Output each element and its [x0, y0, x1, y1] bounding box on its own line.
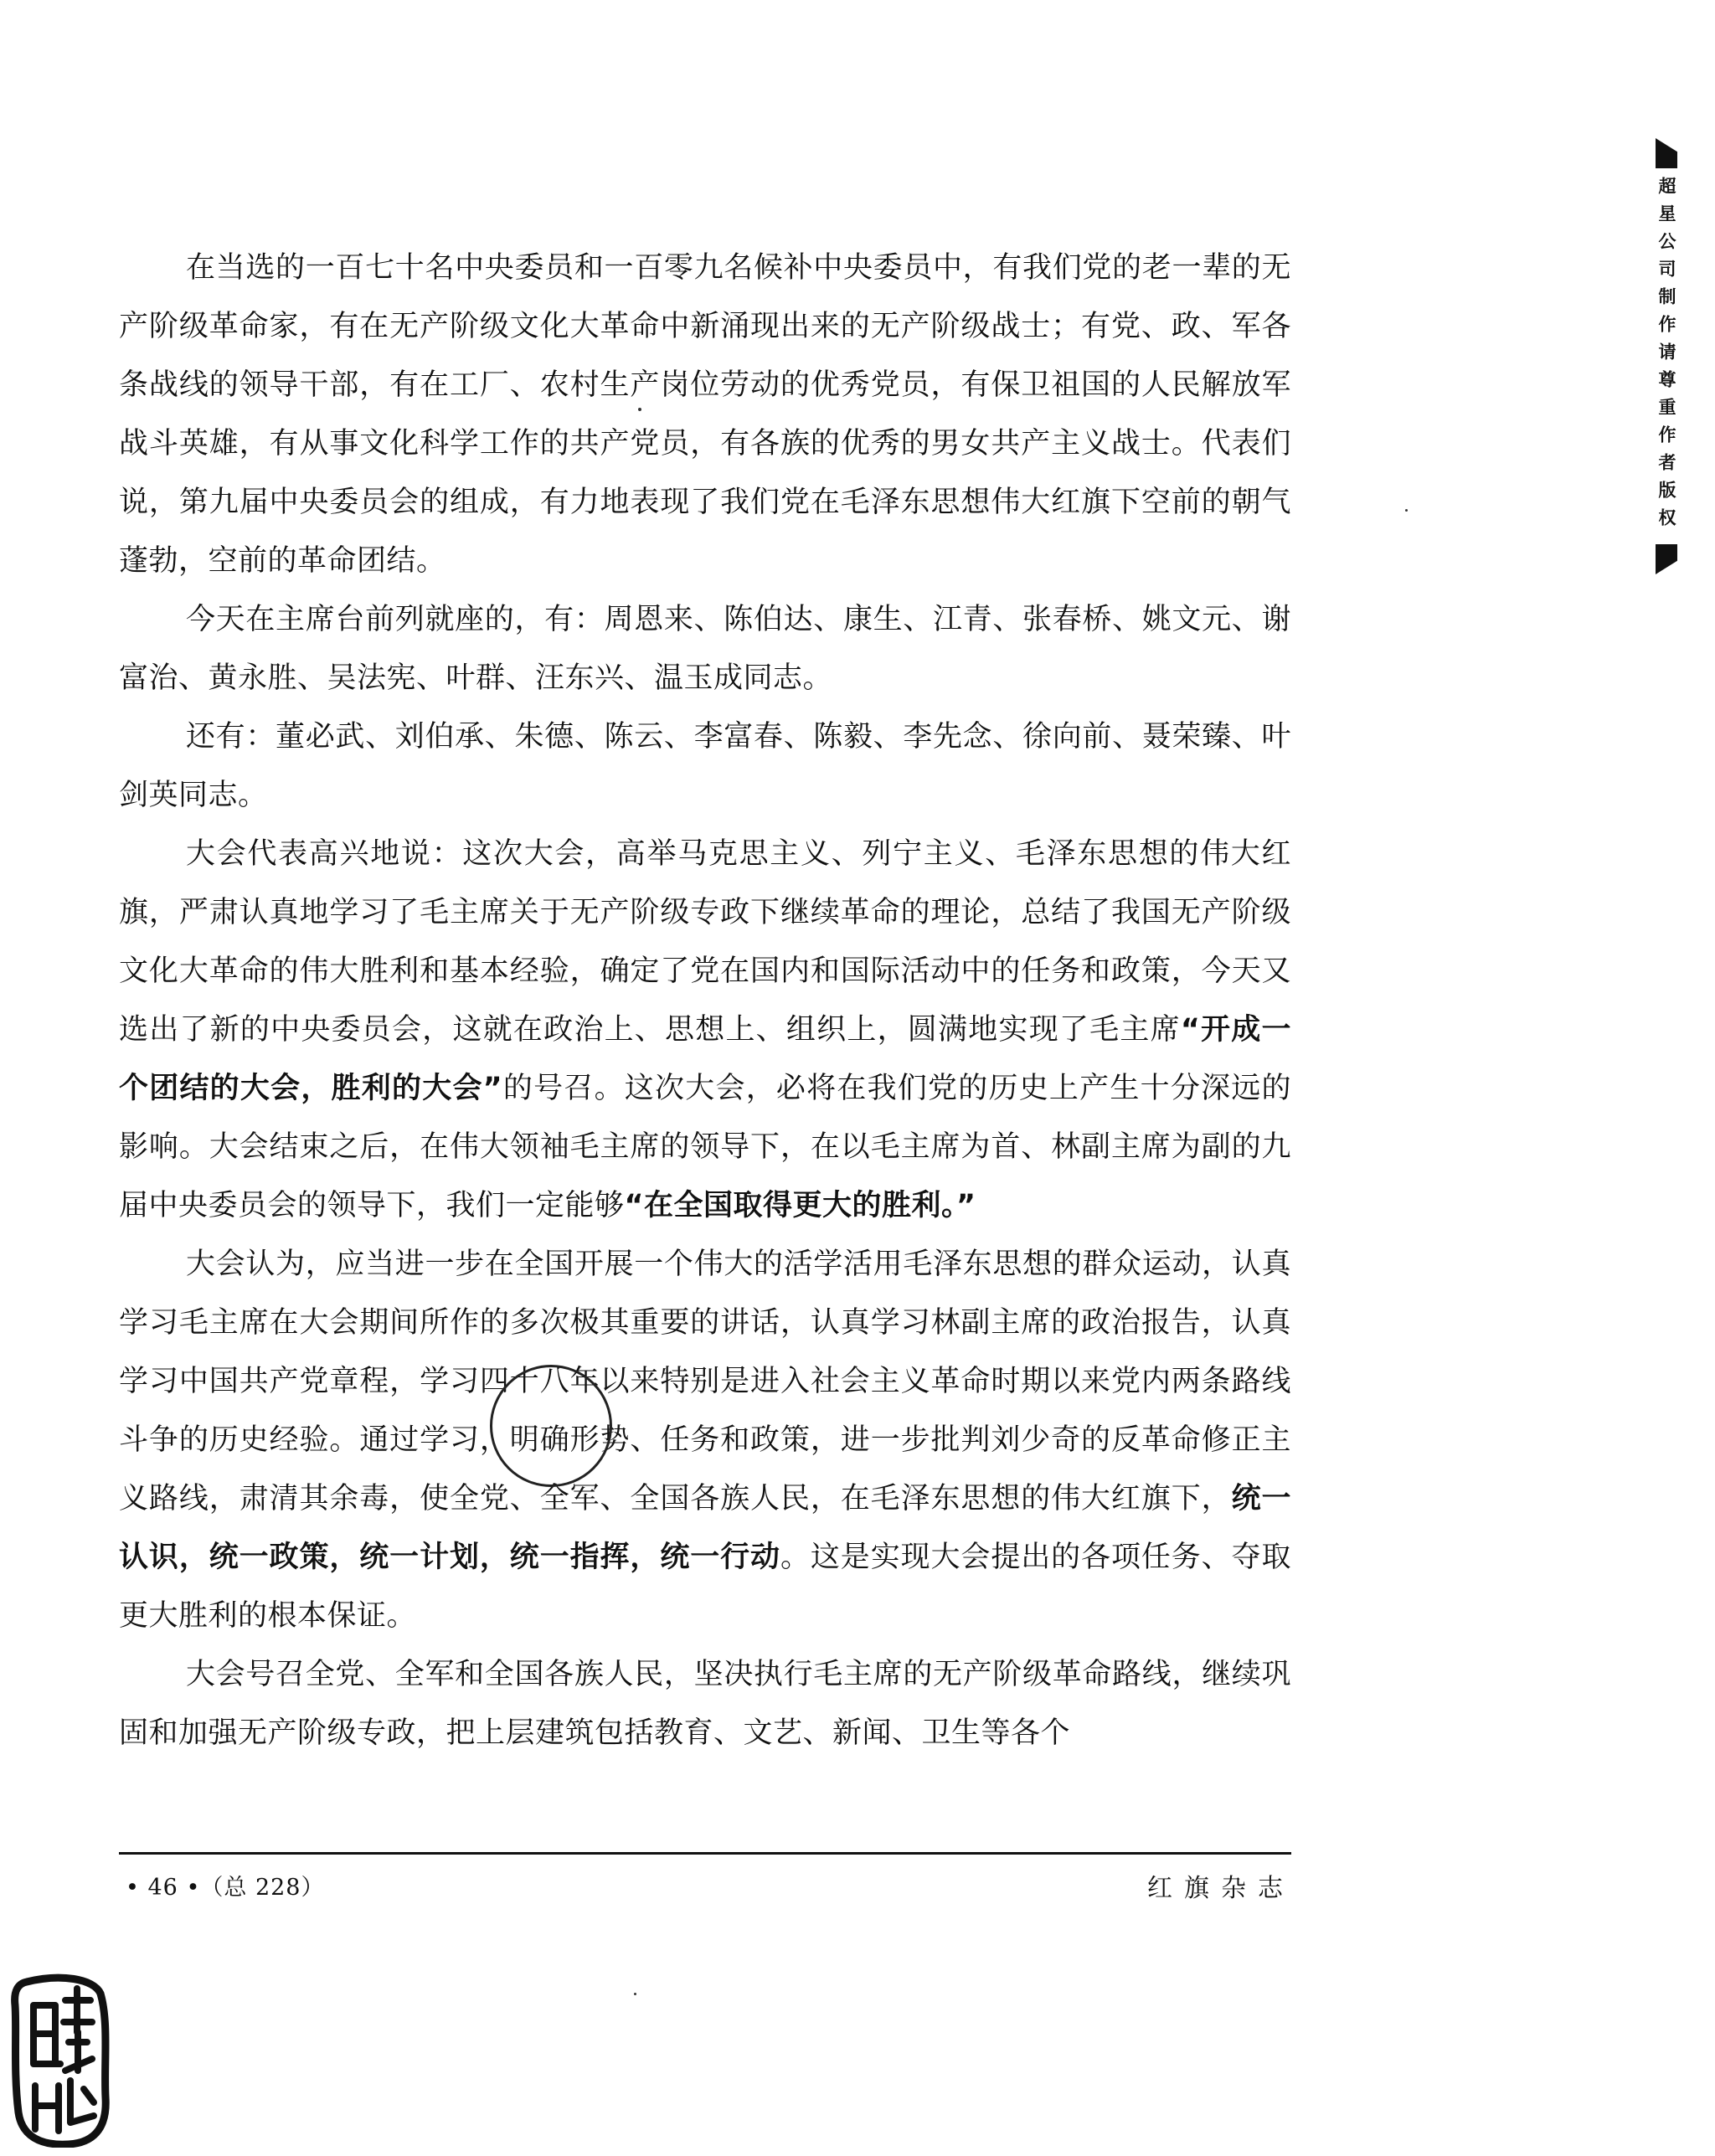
speck-mark	[1405, 509, 1408, 512]
speck-mark	[638, 408, 641, 411]
seal-stamp	[10, 1972, 111, 2148]
paragraph-text: 在当选的一百七十名中央委员和一百零九名候补中央委员中，有我们党的老一辈的无产阶级革命家，有在无产阶级文化大革命中新涌现出来的无产阶级战士；有党、政、军各条战线的领导干部，有在工厂、农村生产岗位劳动的优秀党员，有保卫祖国的人民解放军战斗英雄，有从事文化科学工作的共产党员，有各族的优秀的男女共产主义战士。代表们说，第九届中央委员会的组成，有力地表现了我们党在毛泽东思想伟大红旗下空前的朝气蓬勃，空前的革命团结。	[119, 251, 1291, 578]
paragraph-text: 的号召。这次大会，必将在我们党的历史上产生十分深远的影响。大会结束之后，在伟大领袖毛主席的领导下，在以毛主席为首、林副主席为副的九届中央委员会的领导下，我们一定能够	[119, 1072, 1291, 1222]
paragraph	[119, 239, 1291, 590]
hand-drawn-circle-mark	[490, 1365, 612, 1487]
watermark-top-bar	[1656, 138, 1677, 168]
paragraph	[119, 590, 1291, 708]
speck-mark	[634, 1993, 636, 1995]
paragraph-text: 。这是实现大会提出的各项任务、夺取更大胜利的根本保证。	[119, 1541, 1291, 1633]
paragraph	[119, 1645, 1291, 1762]
paragraph	[119, 708, 1291, 825]
magazine-name: 红旗杂志	[1147, 1874, 1295, 1903]
side-watermark	[1654, 138, 1679, 574]
paragraph-text: 大会认为，应当进一步在全国开展一个伟大的活学活用毛泽东思想的群众运动，认真学习毛主席在大会期间所作的多次极其重要的讲话，认真学习林副主席的政治报告，认真学习中国共产党章程，学习四十八年以来特别是进入社会主义革命时期以来党内两条路线斗争的历史经验。通过学习，明确形势、任务和政策，进一步批判刘少奇的反革命修正主义路线，肃清其余毒，使全党、全军、全国各族人民，在毛泽东思想的伟大红旗下，	[119, 1248, 1291, 1515]
paragraph-text: 今天在主席台前列就座的，有：周恩来、陈伯达、康生、江青、张春桥、姚文元、谢富治、黄永胜、吴法宪、叶群、汪东兴、温玉成同志。	[119, 603, 1291, 695]
watermark-bottom-bar	[1656, 544, 1677, 574]
paragraph-text: 还有：董必武、刘伯承、朱德、陈云、李富春、陈毅、李先念、徐向前、聂荣臻、叶剑英同志。	[119, 720, 1291, 812]
bold-quote-text: “开成一个团结的大会，胜利的大会”	[119, 1013, 1291, 1105]
paragraph-text: 大会号召全党、全军和全国各族人民，坚决执行毛主席的无产阶级革命路线，继续巩固和加强无产阶级专政，把上层建筑包括教育、文艺、新闻、卫生等各个	[119, 1658, 1291, 1750]
bold-quote-text: “在全国取得更大的胜利。”	[624, 1189, 976, 1222]
bold-quote-text: 统一认识，统一政策，统一计划，统一指挥，统一行动	[119, 1482, 1291, 1574]
page-number: • 46 •（总 228）	[126, 1875, 325, 1901]
paragraph-text: 大会代表高兴地说：这次大会，高举马克思主义、列宁主义、毛泽东思想的伟大红旗，严肃认真地学习了毛主席关于无产阶级专政下继续革命的理论，总结了我国无产阶级文化大革命的伟大胜利和基本经验，确定了党在国内和国际活动中的任务和政策，今天又选出了新的中央委员会，这就在政治上、思想上、组织上，圆满地实现了毛主席	[119, 837, 1291, 1047]
paragraph	[119, 1235, 1291, 1645]
watermark-text: 超星公司制作请尊重作者版权	[1656, 177, 1676, 536]
article-body	[119, 239, 1291, 1762]
footer-rule	[119, 1852, 1291, 1855]
paragraph	[119, 825, 1291, 1235]
